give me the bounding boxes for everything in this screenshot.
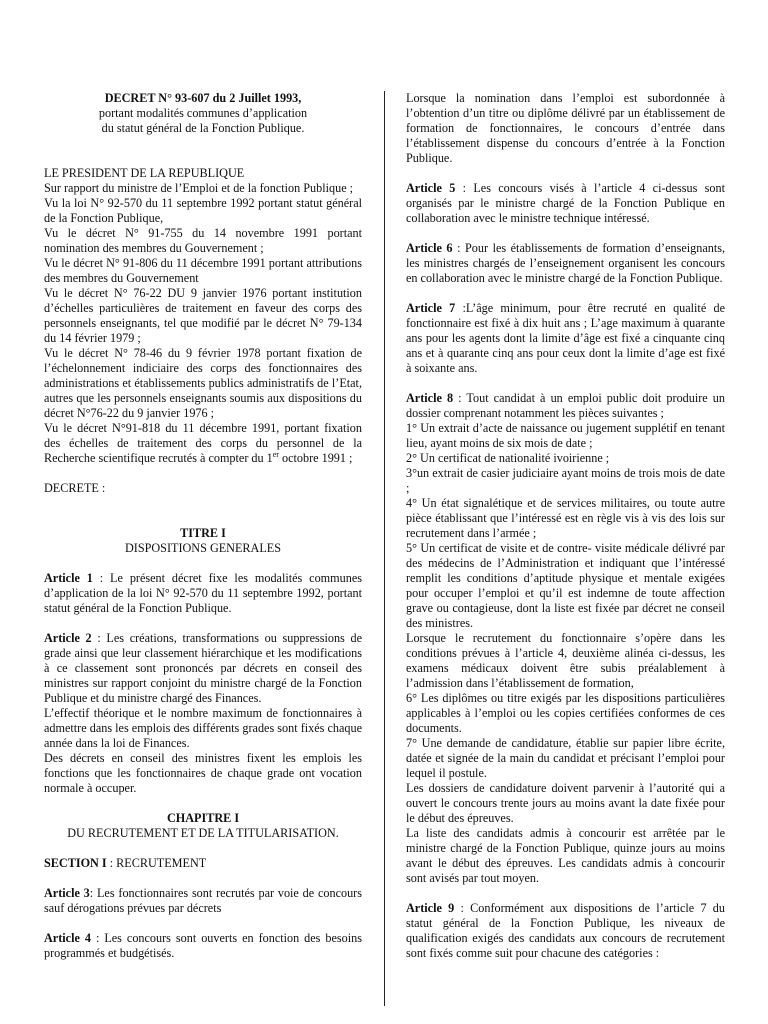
article-8-item: 1° Un extrait d’acte de naissance ou jugement supplétif en tenant lieu, ayant moins de six mois de date ; (406, 421, 725, 450)
right-column (406, 91, 725, 961)
president-heading: LE PRESIDENT DE LA REPUBLIQUE (44, 166, 245, 180)
preamble-item: Vu le décret N° 91-806 du 11 décembre 1991 portant attributions des membres du Gouvernement (44, 256, 362, 285)
decree-title: DECRET N° 93-607 du 2 Juillet 1993, (104, 91, 302, 105)
decree-subtitle-1: portant modalités communes d’application (98, 106, 308, 120)
preamble-item: Vu le décret N° 91-755 du 14 novembre 1991 portant nomination des membres du Gouvernement ; (44, 226, 362, 255)
article-8-item: Lorsque le recrutement du fonctionnaire s’opère dans les conditions prévues à l’article 4, deuxième alinéa ci-dessus, les examens médicaux doivent être subis préalablement à l’admission dans l’établissement de formation, (406, 631, 725, 690)
column-divider (384, 91, 385, 1006)
article-8: Article 8 : Tout candidat à un emploi public doit produire un dossier comprenant notamment les pièces suivantes ; (406, 391, 725, 420)
article-6: Article 6 : Pour les établissements de formation d’enseignants, les ministres chargés de l’enseignement organisent les concours en collaboration avec le ministre chargé de la Fonction Publique. (406, 241, 725, 285)
article-5: Article 5 : Les concours visés à l’article 4 ci-dessus sont organisés par le ministre chargé de la Fonction Publique en collaboration avec le ministre technique intéressé. (406, 181, 725, 225)
titre-name: DISPOSITIONS GENERALES (124, 541, 282, 555)
decree-subtitle-2: du statut général de la Fonction Publique. (101, 121, 305, 135)
left-column (44, 91, 362, 961)
article-1: Article 1 : Le présent décret fixe les modalités communes d’application de la loi N° 92-570 du 11 septembre 1992, portant statut général de la Fonction Publique. (44, 571, 362, 615)
article-2-paragraph: Des décrets en conseil des ministres fixent les emplois les fonctions que les fonctionnaires de chaque grade ont vocation normale à occuper. (44, 751, 362, 795)
article-9: Article 9 : Conformément aux dispositions de l’article 7 du statut général de la Fonction Publique, les niveaux de qualification exigés des candidats aux concours de recrutement sont fixés comme suit pour chacune des catégories : (406, 901, 725, 960)
article-7: Article 7 :L’âge minimum, pour être recruté en qualité de fonctionnaire est fixé à dix huit ans ; L’age maximum à quarante ans pour les agents dont la limite d’âge est fixé a cinquante cinq ans et à quarante cinq ans pour ceux dont la limite d’age est fixé à soixante ans. (406, 301, 725, 375)
titre-label: TITRE I (180, 526, 226, 540)
article-8-item: 7° Une demande de candidature, établie sur papier libre écrite, datée et signée de la main du candidat et précisant l’emploi pour lequel il postule. (406, 736, 725, 780)
article-2-paragraph: L’effectif théorique et le nombre maximum de fonctionnaires à admettre dans les emplois des différents grades sont fixés chaque année dans la loi de Finances. (44, 706, 362, 750)
decrete-label: DECRETE : (44, 481, 106, 495)
chapitre-name: DU RECRUTEMENT ET DE LA TITULARISATION. (67, 826, 339, 840)
article-3: Article 3: Les fonctionnaires sont recrutés par voie de concours sauf dérogations prévues par décrets (44, 886, 362, 915)
article-8-item: La liste des candidats admis à concourir est arrêtée par le ministre chargé de la Fonction Publique, quinze jours au moins avant le début des épreuves. Les candidats admis à concourir sont avisés par tout moyen. (406, 826, 725, 885)
preamble-item: Vu le décret N° 76-22 DU 9 janvier 1976 portant institution d’échelles particulières de traitement en faveur des corps des personnels enseignants, tel que modifié par le décret N° 79-134 du 14 février 1979 ; (44, 286, 362, 345)
preamble-item-last: Vu le décret N°91-818 du 11 décembre 1991, portant fixation des échelles de traitement des corps du personnel de la Recherche scientifique recrutés à compter du 1er octobre 1991 ; (44, 421, 362, 465)
article-8-item: 5° Un certificat de visite et de contre- visite médicale délivré par des médecins de l’Administration et indiquant que l’intéressé remplit les conditions d’aptitude physique et mentale exigées pour occuper l’emploi et qu’il est indemne de toute affection grave ou contagieuse, dont la liste est fixée par décret ne conseil des ministres. (406, 541, 725, 630)
preamble-item: Vu la loi N° 92-570 du 11 septembre 1992 portant statut général de la Fonction Publique, (44, 196, 362, 225)
article-8-item: 6° Les diplômes ou titre exigés par les dispositions particulières applicables à l’emploi ou les copies certifiées conformes de ces documents. (406, 691, 725, 735)
preamble-item: Sur rapport du ministre de l’Emploi et de la fonction Publique ; (44, 181, 354, 195)
section-heading: SECTION I : RECRUTEMENT (44, 856, 207, 870)
article-8-item: Les dossiers de candidature doivent parvenir à l’autorité qui a ouvert le concours trente jours au moins avant la date fixée pour le début des épreuves. (406, 781, 725, 825)
article-4-continuation: Lorsque la nomination dans l’emploi est subordonnée à l’obtention d’un titre ou diplôme délivré par un établissement de formation de fonctionnaires, le concours d’entrée dans l’établissement dispense du concours d’entrée à la Fonction Publique. (406, 91, 725, 165)
article-8-item: 3°un extrait de casier judiciaire ayant moins de trois mois de date ; (406, 466, 725, 495)
preamble-item: Vu le décret N° 78-46 du 9 février 1978 portant fixation de l’échelonnement indiciaire des corps des fonctionnaires des administrations et établissements publics administratifs de l’Etat, autres que les personnels enseignants soumis aux dispositions du décret N°76-22 du 9 janvier 1976 ; (44, 346, 362, 420)
article-8-item: 2° Un certificat de nationalité ivoirienne ; (406, 451, 610, 465)
chapitre-label: CHAPITRE I (166, 811, 240, 825)
article-2: Article 2 : Les créations, transformations ou suppressions de grade ainsi que leur classement hiérarchique et les modifications à ce classement sont prononcés par décrets en conseil des ministres sur rapport conjoint du ministre chargé de la Fonction Publique et du ministre chargé des Finances. (44, 631, 362, 705)
article-8-item: 4° Un état signalétique et de services militaires, ou toute autre pièce établissant que l’intéressé est en règle vis à vis des lois sur recrutement dans l’armée ; (406, 496, 725, 540)
article-4: Article 4 : Les concours sont ouverts en fonction des besoins programmés et budgétisés. (44, 931, 362, 960)
